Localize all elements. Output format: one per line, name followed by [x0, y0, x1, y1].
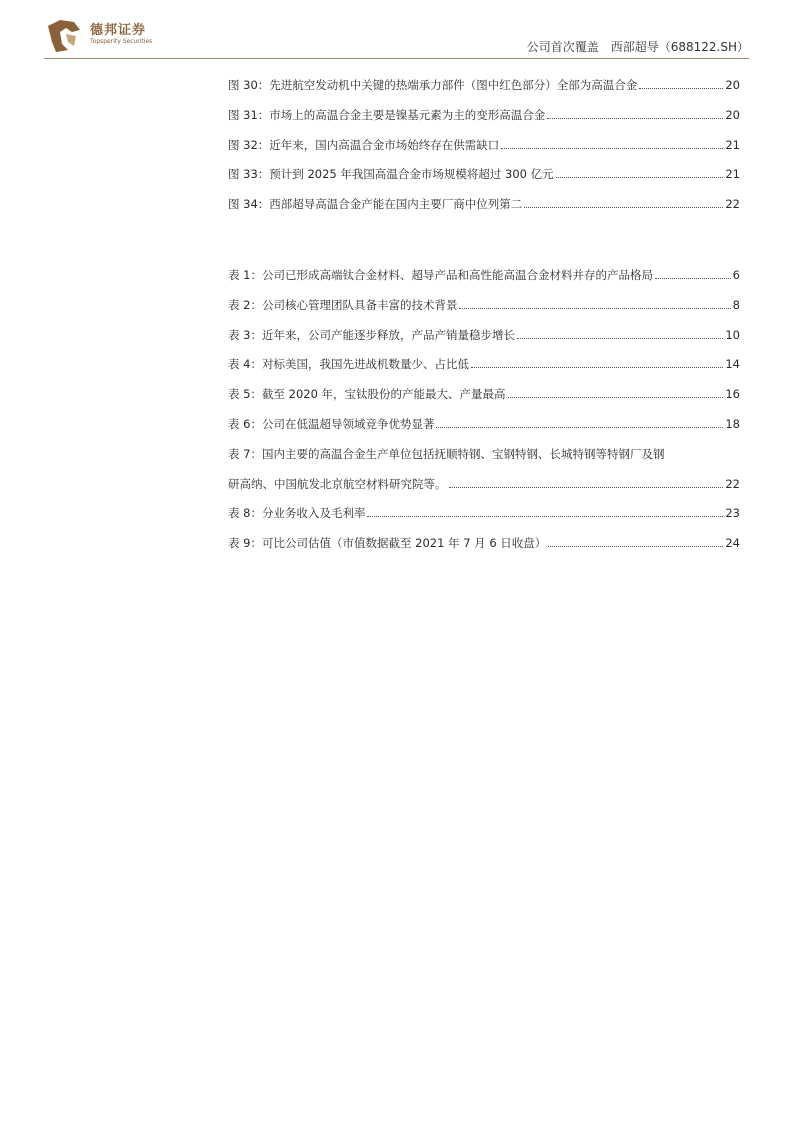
toc-page-number: 21 [725, 167, 740, 182]
toc-entry-label: 表 8：分业务收入及毛利率 [228, 506, 366, 521]
toc-page-number: 18 [725, 416, 740, 431]
toc-page-number: 20 [725, 107, 740, 122]
toc-entry-table-6[interactable] [228, 416, 740, 432]
company-logo [44, 16, 194, 56]
toc-entry-label: 图 30：先进航空发动机中关键的热端承力部件（图中红色部分）全部为高温合金 [228, 78, 638, 92]
toc-entry-label: 图 33：预计到 2025 年我国高温合金市场规模将超过 300 亿元 [228, 167, 554, 182]
toc-page-number: 21 [725, 137, 740, 152]
toc-entry-table-7-line1[interactable]: 表 7：国内主要的高温合金生产单位包括抚顺特钢、宝钢特钢、长城特钢等特钢厂及钢 [228, 446, 665, 461]
toc-entry-table-5[interactable] [228, 386, 740, 402]
report-title: 公司首次覆盖 西部超导（688122.SH） [526, 40, 749, 54]
toc-page-number: 23 [725, 506, 740, 521]
toc-entry-table-8[interactable] [228, 505, 740, 521]
toc-entry-label: 表 6：公司在低温超导领域竞争优势显著 [228, 416, 435, 431]
toc-entry-label: 表 4：对标美国，我国先进战机数量少、占比低 [228, 357, 469, 372]
leader-dots [556, 177, 724, 178]
figure-list [228, 77, 740, 226]
toc-entry-table-3[interactable] [228, 327, 740, 343]
toc-entry-label: 表 3：近年来，公司产能逐步释放，产品产销量稳步增长 [228, 327, 515, 342]
toc-entry-label: 表 1：公司已形成高端钛合金材料、超导产品和高性能高温合金材料并存的产品格局 [228, 268, 653, 282]
toc-page-number: 10 [725, 327, 740, 342]
leader-dots [471, 367, 723, 368]
toc-page-number: 6 [732, 268, 740, 282]
toc-entry-label: 表 9：可比公司估值（市值数据截至 2021 年 7 月 6 日收盘） [228, 536, 547, 551]
toc-page-number: 20 [725, 78, 740, 92]
toc-entry-label: 表 2：公司核心管理团队具备丰富的技术背景 [228, 297, 458, 312]
header-divider [44, 58, 749, 59]
toc-entry-figure-33[interactable] [228, 166, 740, 182]
toc-entry-table-2[interactable] [228, 297, 740, 313]
leader-dots [655, 278, 731, 279]
toc-entry-table-4[interactable] [228, 356, 740, 372]
toc-entry-figure-31[interactable] [228, 107, 740, 123]
leader-dots [508, 397, 724, 398]
toc-page-number: 22 [725, 197, 740, 212]
leader-dots [436, 427, 723, 428]
toc-entry-label: 图 32：近年来，国内高温合金市场始终存在供需缺口 [228, 137, 500, 152]
leader-dots [547, 118, 723, 119]
leader-dots [517, 338, 723, 339]
toc-entry-label: 图 31：市场上的高温合金主要是镍基元素为主的变形高温合金 [228, 107, 546, 122]
page-header [0, 0, 793, 62]
logo-mark-icon [44, 16, 84, 56]
table-list [228, 267, 740, 565]
toc-entry-table-7[interactable] [228, 476, 740, 492]
toc-page-number: 14 [725, 357, 740, 372]
toc-entry-figure-30[interactable] [228, 77, 740, 93]
toc-entry-label: 图 34：西部超导高温合金产能在国内主要厂商中位列第二 [228, 197, 523, 212]
leader-dots [449, 487, 724, 488]
toc-page-number: 16 [725, 387, 740, 402]
toc-entry-figure-34[interactable] [228, 196, 740, 212]
logo-text-cn: 德邦证券 [90, 23, 147, 38]
leader-dots [459, 308, 730, 309]
toc-entry-table-1[interactable] [228, 267, 740, 283]
leader-dots [501, 148, 723, 149]
toc-entry-table-9[interactable] [228, 535, 740, 551]
leader-dots [524, 207, 723, 208]
toc-page-number: 22 [725, 476, 740, 491]
toc-entry-figure-32[interactable] [228, 137, 740, 153]
toc-page-number: 24 [725, 536, 740, 551]
logo-text-en: Topsperity Securities [90, 38, 153, 45]
toc-entry-label: 研高纳、中国航发北京航空材料研究院等。 [228, 476, 447, 491]
leader-dots [367, 516, 723, 517]
leader-dots [548, 546, 723, 547]
toc-page-number: 8 [732, 297, 740, 312]
leader-dots [639, 88, 723, 89]
toc-entry-label: 表 5：截至 2020 年，宝钛股份的产能最大、产量最高 [228, 387, 506, 402]
